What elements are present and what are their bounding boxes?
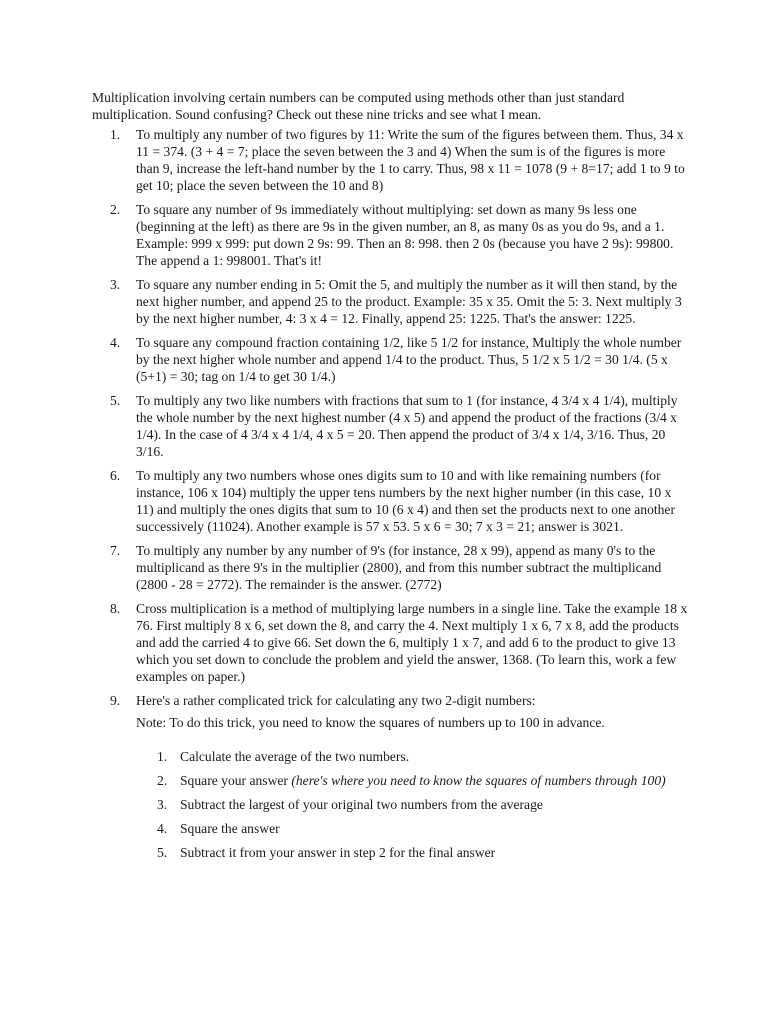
- step-number: 2.: [157, 773, 168, 788]
- trick-item-7: [92, 542, 692, 593]
- trick-text: To square any number of 9s immediately without multiplying: set down as many 9s less one (beginning at the left) as there are 9s in the given number, an 8, as many 0s as you do 9s, and a 1. Example: 999 x 999: put down 2 9s: 99. Then an 8: 998. then 2 0s (because you have 2 9s): 99800. The append a 1: 998001. That's it!: [136, 202, 674, 268]
- trick-text: To square any compound fraction containing 1/2, like 5 1/2 for instance, Multiply the whole number by the next higher whole number and append 1/4 to the product. Thus, 5 1/2 x 5 1/2 = 30 1/4. (5 x (5+1) = 30; tag on 1/4 to get 30 1/4.): [136, 335, 682, 384]
- steps-list: [136, 748, 692, 861]
- trick-note: Note: To do this trick, you need to know the squares of numbers up to 100 in advance.: [136, 715, 605, 730]
- step-text: Calculate the average of the two numbers.: [180, 749, 410, 764]
- trick-number: 7.: [110, 543, 121, 558]
- step-item-5: [136, 844, 692, 861]
- step-emphasis: (here's where you need to know the squares of numbers through 100): [291, 773, 666, 788]
- intro-paragraph: Multiplication involving certain numbers can be computed using methods other than just standard multiplication. Sound confusing? Check out these nine tricks and see what I mean.: [92, 90, 625, 122]
- trick-text: To square any number ending in 5: Omit the 5, and multiply the number as it will then stand, by the next higher number, and append 25 to the product. Example: 35 x 35. Omit the 5: 3. Next multiply 3 by the next higher number, 4: 3 x 4 = 12. Finally, append 25: 1225. That's the answer: 1225.: [136, 277, 682, 326]
- trick-text: Cross multiplication is a method of multiplying large numbers in a single line. Take the example 18 x 76. First multiply 8 x 6, set down the 8, and carry the 4. Next multiply 1 x 6, 7 x 8, add the products and add the carried 4 to give 66. Set down the 6, multiply 1 x 7, and add 6 to the product to give 13 which you set down to conclude the problem and yield the answer, 1368. (To learn this, work a few examples on paper.): [136, 601, 688, 684]
- trick-text: To multiply any two like numbers with fractions that sum to 1 (for instance, 4 3/4 x 4 1/4), multiply the whole number by the next highest number (4 x 5) and append the product of the fractions (3/4 x 1/4). In the case of 4 3/4 x 4 1/4, 4 x 5 = 20. Then append the product of 3/4 x 1/4, 3/16. Thus, 20 3/16.: [136, 393, 678, 459]
- trick-text: To multiply any number of two figures by 11: Write the sum of the figures between them. Thus, 34 x 11 = 374. (3 + 4 = 7; place the seven between the 3 and 4) When the sum is of the figures is more than 9, increase the left-hand number by the 1 to carry. Thus, 98 x 11 = 1078 (9 + 8=17; add 1 to 9 to get 10; place the seven between the 10 and 8): [136, 127, 685, 193]
- trick-item-9: [92, 692, 692, 861]
- trick-text: To multiply any number by any number of 9's (for instance, 28 x 99), append as many 0's to the multiplicand as there 9's in the multiplier (2800), and from this number subtract the multiplicand (2800 - 28 = 2772). The remainder is the answer. (2772): [136, 543, 662, 592]
- trick-number: 5.: [110, 393, 121, 408]
- step-item-3: [136, 796, 692, 813]
- step-item-2: [136, 772, 692, 789]
- step-item-1: [136, 748, 692, 765]
- step-number: 5.: [157, 845, 168, 860]
- trick-item-6: [92, 467, 692, 535]
- trick-number: 2.: [110, 202, 121, 217]
- trick-item-1: [92, 126, 692, 194]
- step-number: 1.: [157, 749, 168, 764]
- trick-number: 6.: [110, 468, 121, 483]
- tricks-list: [92, 126, 692, 861]
- trick-text: To multiply any two numbers whose ones digits sum to 10 and with like remaining numbers (for instance, 106 x 104) multiply the upper tens numbers by the next higher number (in this case, 10 x 11) and multiply the ones digits that sum to 10 (6 x 4) and then set the products next to one another successively (11024). Another example is 57 x 53. 5 x 6 = 30; 7 x 3 = 21; answer is 3021.: [136, 468, 675, 534]
- trick-item-8: [92, 600, 692, 685]
- step-item-4: [136, 820, 692, 837]
- step-text: Square your answer: [180, 773, 292, 788]
- step-text: Subtract the largest of your original two numbers from the average: [180, 797, 543, 812]
- trick-number: 9.: [110, 693, 121, 708]
- trick-item-4: [92, 334, 692, 385]
- document-page: [92, 89, 692, 868]
- trick-text: Here's a rather complicated trick for calculating any two 2-digit numbers:: [136, 693, 536, 708]
- trick-item-5: [92, 392, 692, 460]
- step-number: 4.: [157, 821, 168, 836]
- step-number: 3.: [157, 797, 168, 812]
- trick-number: 4.: [110, 335, 121, 350]
- trick-number: 8.: [110, 601, 121, 616]
- trick-number: 1.: [110, 127, 121, 142]
- step-text: Subtract it from your answer in step 2 for the final answer: [180, 845, 496, 860]
- trick-number: 3.: [110, 277, 121, 292]
- trick-item-3: [92, 276, 692, 327]
- step-text: Square the answer: [180, 821, 280, 836]
- trick-item-2: [92, 201, 692, 269]
